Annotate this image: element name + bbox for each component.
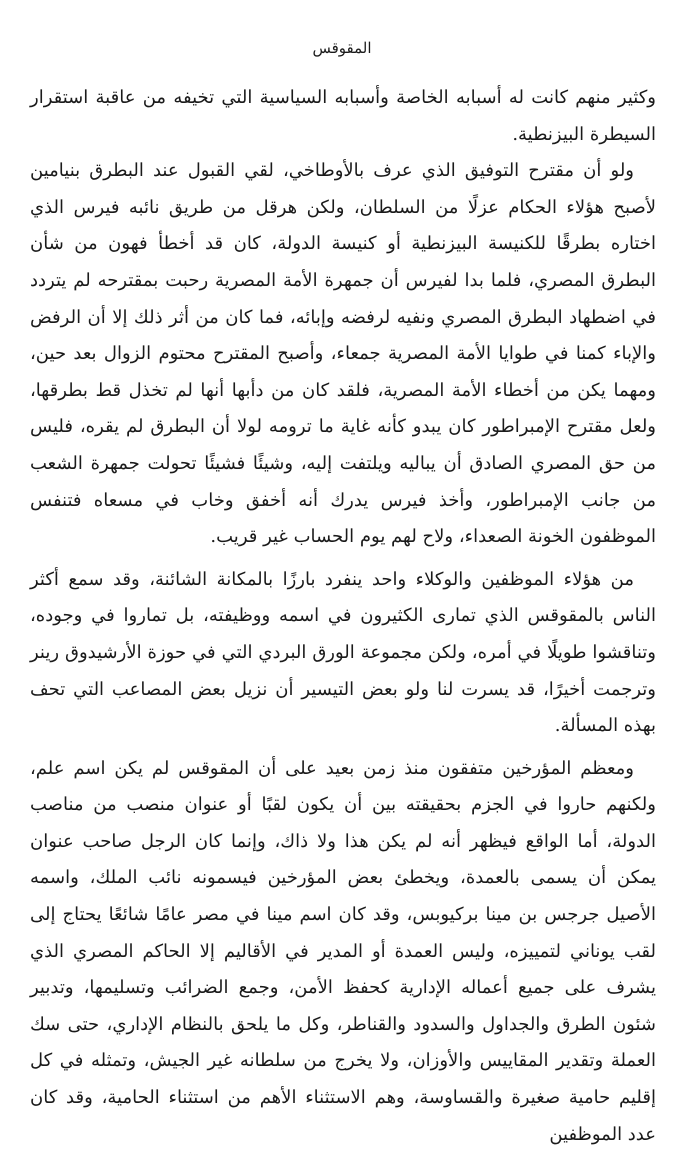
running-header: المقوقس bbox=[312, 39, 372, 57]
paragraph: وكثير منهم كانت له أسبابه الخاصة وأسبابه السياسية التي تخيفه من عاقبة استقرار السيطرة البيزنطية. bbox=[30, 87, 656, 145]
paragraph: ولو أن مقترح التوفيق الذي عرف بالأوطاخي، لقي القبول عند البطرق بنيامين لأصبح هؤلاء الحكام عزلًا من السلطان، ولكن هرقل من طريق نائبه فيرس الذي اختاره بطرقًا للكنيسة البيزنطية أو كنيسة الدولة، كان قد أخطأ فهون من شأن البطرق المصري، فلما بدا لفيرس أن جمهرة الأمة المصرية رحبت بمقترحه لم يتردد في اضطهاد البطرق المصري ونفيه لرفضه وإبائه، فما كان من أثر ذلك إلا أن الرفض والإباء كمنا في طوايا الأمة المصرية جمعاء، وأصبح المقترح محتوم الزوال بعد حين، ومهما يكن من أخطاء الأمة المصرية، فلقد كان من دأبها أنها لم تخذل قط بطرقها، ولعل مقترح الإمبراطور كان يبدو كأنه غاية ما ترومه لولا أن البطرق لم يقره، فليس من حق المصري الصادق أن يباليه ويلتفت إليه، وشيئًا فشيئًا تحولت جمهرة الشعب من جانب الإمبراطور، وأخذ فيرس يدرك أنه أخفق وخاب في مسعاه فتنفس الموظفون الخونة الصعداء، ولاح لهم يوم الحساب غير قريب. bbox=[30, 160, 657, 548]
paragraph: من هؤلاء الموظفين والوكلاء واحد ينفرد بارزًا بالمكانة الشائنة، وقد سمع أكثر الناس بالمقوقس الذي تمارى الكثيرون في اسمه ووظيفته، بل تماروا في وجوده، وتناقشوا طويلًا في أمره، ولكن مجموعة الورق البردي التي في حوزة الأرشيدوق رينر وترجمت أخيرًا، قد يسرت لنا ولو بعض التيسير أن نزيل بعض المصاعب التي تحف بهذه المسألة. bbox=[30, 568, 656, 737]
body-text bbox=[30, 80, 656, 1153]
paragraph: ومعظم المؤرخين متفقون منذ زمن بعيد على أن المقوقس لم يكن اسم علم، ولكنهم حاروا في الجزم بحقيقته بين أن يكون لقبًا أو عنوان منصب من مناصب الدولة، أما الواقع فيظهر أنه لم يكن هذا ولا ذاك، وإنما كان الرجل صاحب عنوان يمكن أن يسمى بالعمدة، ويخطئ بعض المؤرخين فيسمونه نائب الملك، واسمه الأصيل جرجس بن مينا بركيوبس، وقد كان اسم مينا في مصر عامًا شائعًا يحتاج إلى لقب يوناني لتمييزه، وليس العمدة أو المدير في الأقاليم إلا الحاكم المصري الذي يشرف على جميع أعماله الإدارية كحفظ الأمن، وجمع الضرائب وتسليمها، وتدبير شئون الطرق والجداول والسدود والقناطر، وكل ما يلحق بالنظام الإداري، حتى سك العملة وتقدير المقاييس والأوزان، ولا يخرج من سلطانه غير الجيش، وتمثله في كل إقليم حامية صغيرة والقساوسة، وهم الاستثناء الأهم من استثناء الحامية، وقد كان عدد الموظفين bbox=[30, 757, 656, 1145]
